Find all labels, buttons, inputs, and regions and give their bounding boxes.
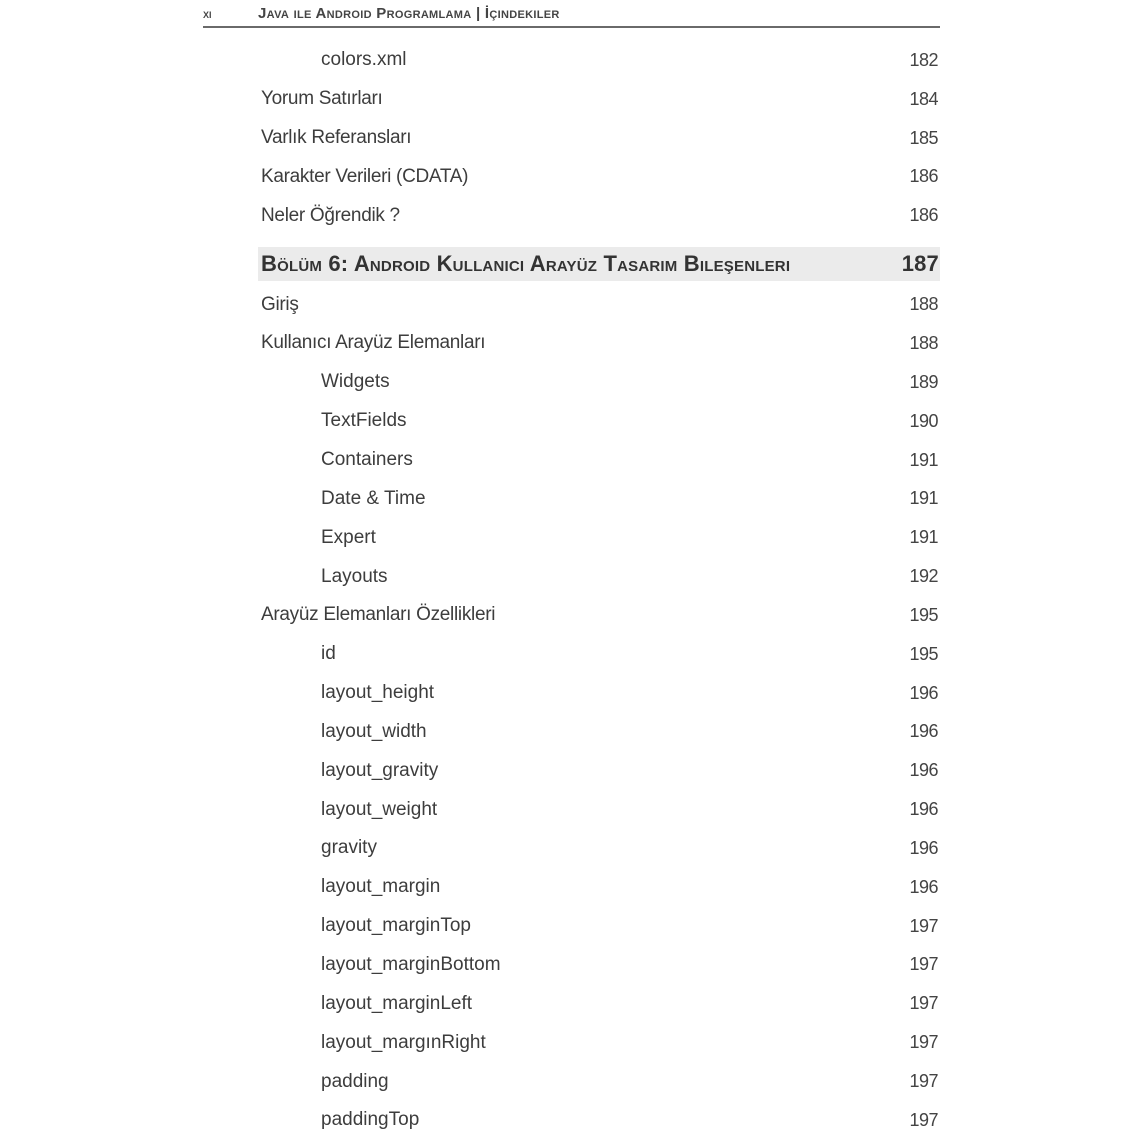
toc-entry-page: 191	[909, 488, 938, 509]
toc-entry[interactable]	[0, 829, 1140, 868]
toc-entry-label: Varlık Referansları	[261, 127, 412, 149]
toc-entry-label: layout_marginBottom	[321, 953, 501, 975]
toc-entry-page: 197	[909, 1032, 938, 1053]
toc-entry[interactable]	[0, 1101, 1140, 1140]
toc-entry-label: colors.xml	[321, 49, 407, 71]
chapter-title: Bölüm 6: Android Kullanıcı Arayüz Tasarım Bileşenleri	[261, 251, 791, 277]
toc-entry-page: 197	[909, 915, 938, 936]
toc-entry-label: gravity	[321, 837, 377, 859]
chapter-page: 187	[901, 251, 939, 277]
toc-entry[interactable]	[0, 557, 1140, 596]
toc-entry-page: 182	[909, 49, 938, 70]
toc-entry[interactable]	[0, 285, 1140, 324]
toc-entry[interactable]	[0, 41, 1140, 80]
toc-entry-label: Expert	[321, 526, 376, 548]
toc-entry[interactable]	[0, 479, 1140, 518]
toc-entry-page: 185	[909, 127, 938, 148]
toc-entry[interactable]	[0, 441, 1140, 480]
toc-entry-label: Date & Time	[321, 487, 426, 509]
toc-entry-page: 190	[909, 410, 938, 431]
toc-entry-label: Arayüz Elemanları Özellikleri	[261, 604, 496, 626]
toc-entry-page: 184	[909, 88, 938, 109]
toc-entry-label: layout_margınRight	[321, 1031, 486, 1053]
toc-entry-label: id	[321, 643, 336, 665]
toc-entry[interactable]	[0, 946, 1140, 985]
toc-entry[interactable]	[0, 80, 1140, 119]
toc-entry-page: 197	[909, 1071, 938, 1092]
toc-entry-page: 188	[909, 294, 938, 315]
toc-entry-page: 196	[909, 760, 938, 781]
toc-entry-page: 197	[909, 993, 938, 1014]
toc-entry-page: 186	[909, 205, 938, 226]
toc-entry[interactable]	[0, 158, 1140, 197]
toc-entry-label: Yorum Satırları	[261, 88, 383, 110]
toc-entry-label: layout_width	[321, 720, 427, 742]
toc-entry[interactable]	[0, 713, 1140, 752]
toc-entry-label: layout_marginTop	[321, 915, 471, 937]
page-number: xi	[203, 5, 212, 21]
toc-entry-label: Containers	[321, 449, 413, 471]
toc-entry[interactable]	[0, 1062, 1140, 1101]
toc-entry-label: padding	[321, 1070, 389, 1092]
table-of-contents	[0, 41, 1140, 1140]
toc-entry-page: 196	[909, 837, 938, 858]
toc-entry-page: 191	[909, 449, 938, 470]
toc-section-after	[0, 285, 1140, 1140]
toc-entry[interactable]	[0, 402, 1140, 441]
toc-entry-page: 195	[909, 643, 938, 664]
toc-entry-page: 196	[909, 721, 938, 742]
running-title: Java ile Android Programlama | İçindekiler	[258, 4, 560, 22]
toc-entry[interactable]	[0, 868, 1140, 907]
toc-entry-label: layout_marginLeft	[321, 992, 473, 1014]
toc-entry[interactable]	[0, 1023, 1140, 1062]
toc-entry-label: TextFields	[321, 410, 407, 432]
toc-entry-label: layout_gravity	[321, 759, 439, 781]
toc-entry-label: layout_weight	[321, 798, 438, 820]
toc-entry[interactable]	[0, 363, 1140, 402]
toc-entry-page: 189	[909, 371, 938, 392]
toc-entry[interactable]	[0, 635, 1140, 674]
toc-entry-label: Widgets	[321, 371, 390, 393]
toc-entry[interactable]	[0, 907, 1140, 946]
toc-entry-page: 196	[909, 876, 938, 897]
toc-entry-page: 195	[909, 604, 938, 625]
toc-entry-page: 188	[909, 332, 938, 353]
toc-entry[interactable]	[0, 196, 1140, 235]
toc-section-before	[0, 41, 1140, 235]
toc-entry-page: 197	[909, 1109, 938, 1130]
toc-entry[interactable]	[0, 984, 1140, 1023]
toc-entry-label: layout_margin	[321, 876, 441, 898]
toc-entry-label: Neler Öğrendik ?	[261, 204, 400, 226]
toc-entry-label: layout_height	[321, 682, 435, 704]
toc-entry-label: Giriş	[261, 293, 299, 315]
toc-entry[interactable]	[0, 596, 1140, 635]
toc-entry[interactable]	[0, 324, 1140, 363]
chapter-heading[interactable]	[258, 247, 940, 281]
toc-entry[interactable]	[0, 518, 1140, 557]
toc-entry-label: Karakter Verileri (CDATA)	[261, 165, 469, 187]
toc-entry-label: paddingTop	[321, 1109, 420, 1131]
toc-entry[interactable]	[0, 674, 1140, 713]
toc-entry-page: 191	[909, 527, 938, 548]
page-header	[203, 0, 940, 28]
toc-entry-page: 197	[909, 954, 938, 975]
toc-entry-label: Layouts	[321, 565, 388, 587]
toc-entry-page: 186	[909, 166, 938, 187]
toc-entry-label: Kullanıcı Arayüz Elemanları	[261, 332, 486, 354]
toc-entry-page: 196	[909, 682, 938, 703]
toc-entry-page: 196	[909, 799, 938, 820]
toc-entry[interactable]	[0, 751, 1140, 790]
toc-entry-page: 192	[909, 566, 938, 587]
toc-entry[interactable]	[0, 790, 1140, 829]
toc-entry[interactable]	[0, 119, 1140, 158]
